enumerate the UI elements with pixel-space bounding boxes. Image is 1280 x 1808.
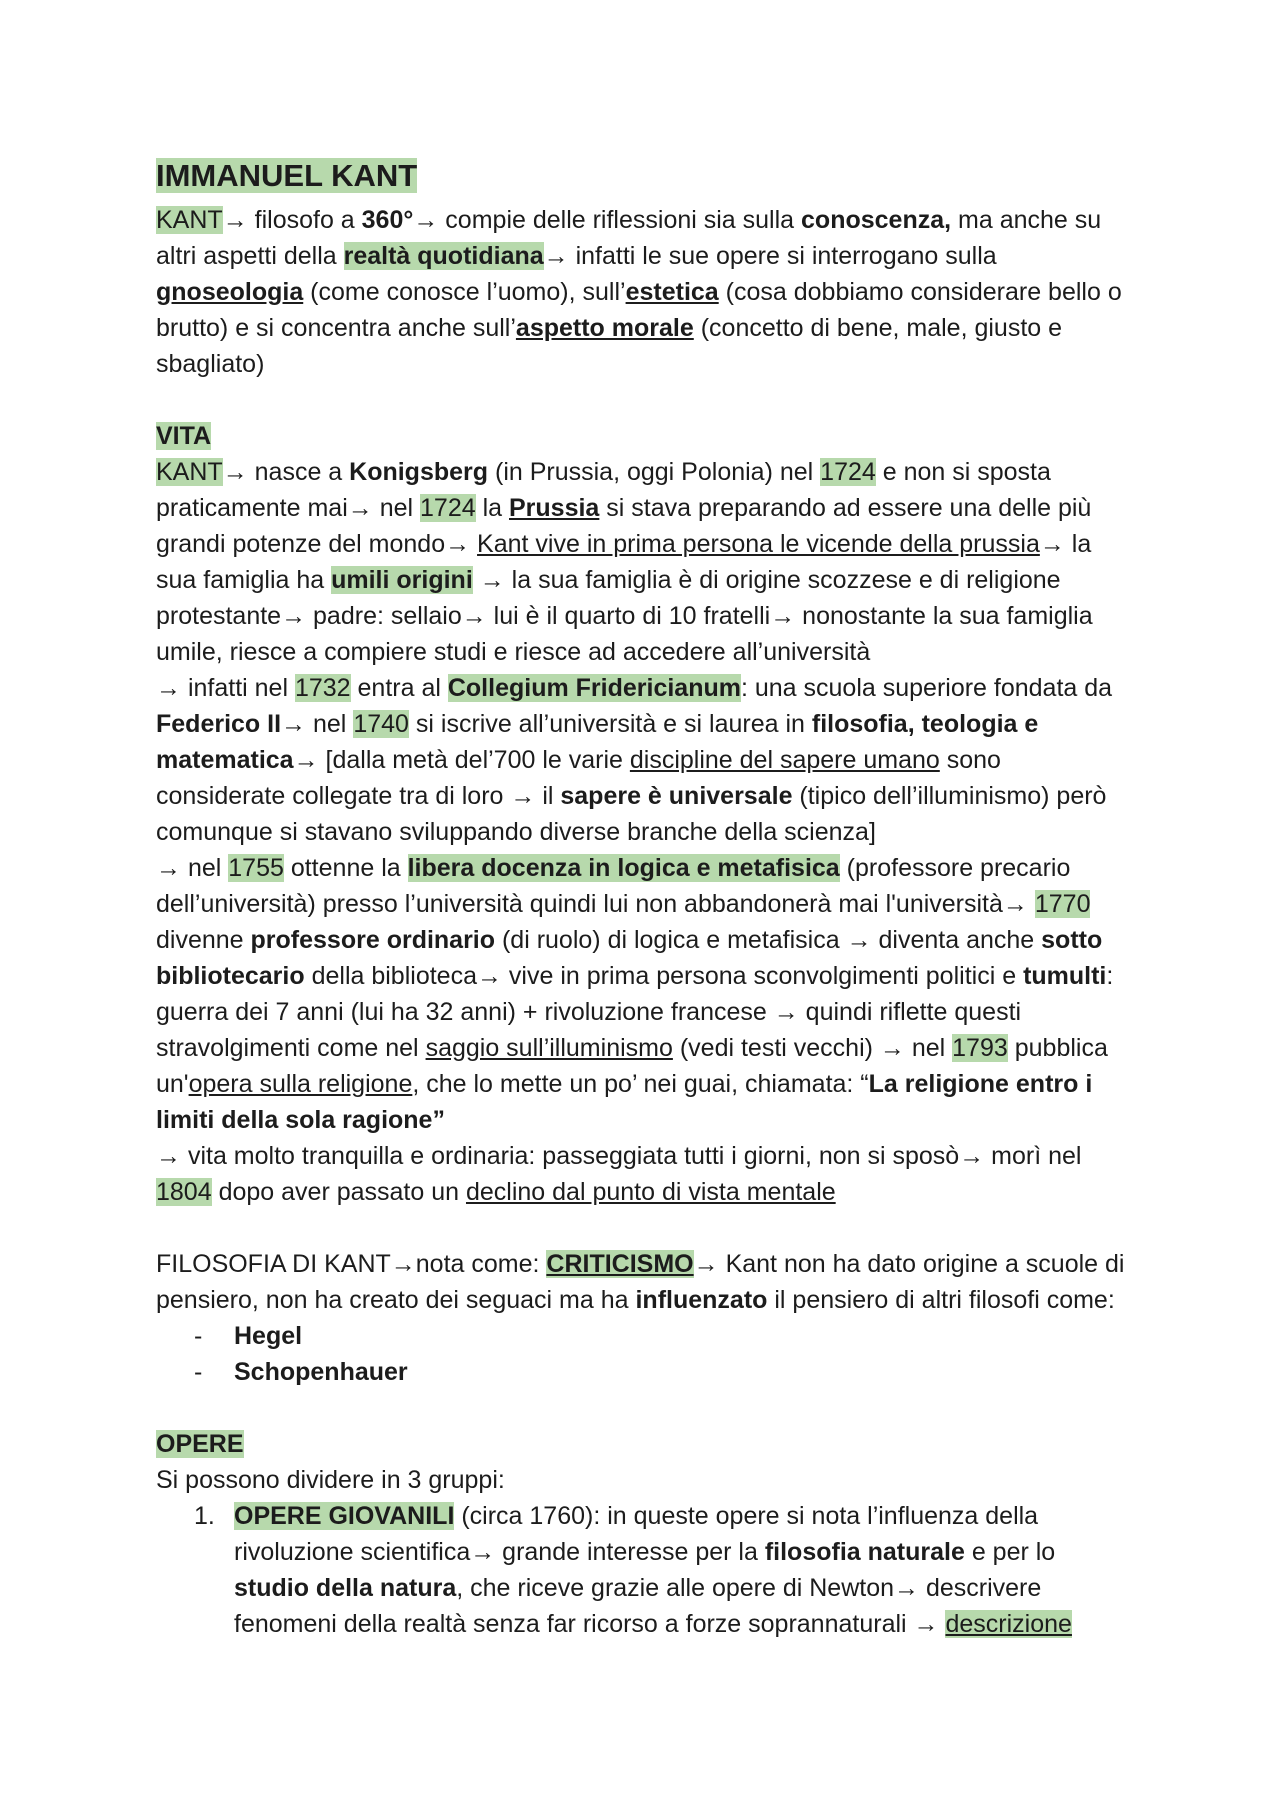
spacer — [156, 1390, 1136, 1426]
styled-text-run: saggio sull’illuminismo — [425, 1034, 673, 1062]
styled-text-run: 1724 — [420, 494, 476, 522]
spacer — [156, 382, 1136, 418]
text-run: : guerra dei 7 anni (lui ha 32 anni) + rivoluzione francese → quindi riflette questi stravolgimenti come nel — [156, 962, 1114, 1062]
text-run: → infatti le sue opere si interrogano sulla — [543, 242, 997, 270]
section-heading-opere: OPERE — [156, 1430, 244, 1458]
text-run: il pensiero di altri filosofi come: — [767, 1286, 1115, 1314]
styled-text-run: Collegium Fridericianum — [447, 674, 741, 702]
styled-text-run: Konigsberg — [349, 458, 489, 486]
text-run: FILOSOFIA DI KANT→nota come: — [156, 1250, 547, 1278]
styled-text-run: 1770 — [1034, 890, 1091, 918]
philosopher-name: Schopenhauer — [234, 1358, 408, 1386]
text-run: (come conosce l’uomo), sull’ — [303, 278, 626, 306]
styled-text-run: OPERE GIOVANILI — [234, 1502, 455, 1530]
text-run: , che riceve grazie alle opere di Newton→ descrivere fenomeni della realtà senza far ricorso a forze soprannaturali → — [234, 1574, 1042, 1638]
text-run: : una scuola superiore fondata da — [740, 674, 1113, 702]
styled-text-run: sotto bibliotecario — [156, 926, 1103, 990]
styled-text-run: filosofia naturale — [764, 1538, 965, 1566]
styled-text-run: studio della natura — [234, 1574, 457, 1602]
text-run: , che lo mette un po’ nei guai, chiamata: “ — [412, 1070, 869, 1098]
text-run: → Kant non ha dato origine a scuole di pensiero, non ha creato dei seguaci ma ha — [156, 1250, 1125, 1314]
text-run: e per lo — [964, 1538, 1056, 1566]
text-run: → vita molto tranquilla e ordinaria: passeggiata tutti i giorni, non si sposò→ morì nel — [156, 1142, 1082, 1170]
styled-text-run: 1724 — [820, 458, 876, 486]
text-run: → nasce a — [222, 458, 350, 486]
vita-section — [156, 454, 1136, 1210]
styled-text-run: tumulti — [1023, 962, 1107, 990]
document — [156, 154, 1136, 1642]
text-run: → filosofo a — [222, 206, 362, 234]
intro-paragraph — [156, 202, 1136, 382]
styled-text-run: opera sulla religione — [188, 1070, 413, 1098]
vita-paragraph — [156, 850, 1136, 1138]
list-number: 1. — [194, 1502, 215, 1530]
text-run: (circa 1760): in queste opere si nota l’influenza della rivoluzione scientifica→ grande interesse per la — [234, 1502, 1039, 1566]
philosopher-name: Hegel — [234, 1322, 303, 1350]
text-run: (professore precario dell’università) presso l’università quindi lui non abbandonerà mai l'università→ — [156, 854, 1071, 918]
text-run: e non si sposta praticamente mai→ nel — [156, 458, 1051, 522]
styled-text-run: conoscenza, — [801, 206, 952, 234]
list-item — [156, 1354, 1136, 1390]
text-run: la — [475, 494, 509, 522]
text-run: (vedi testi vecchi) → nel — [672, 1034, 953, 1062]
styled-text-run: 1732 — [294, 674, 351, 702]
styled-text-run: gnoseologia — [156, 278, 304, 306]
text-run: della biblioteca→ vive in prima persona sconvolgimenti politici e — [304, 962, 1024, 990]
spacer — [156, 1210, 1136, 1246]
styled-text-run: KANT — [156, 458, 223, 486]
styled-text-run: 360° — [361, 206, 414, 234]
styled-text-run: professore ordinario — [250, 926, 496, 954]
document-title: IMMANUEL KANT — [156, 158, 418, 193]
text-run: → compie delle riflessioni sia sulla — [413, 206, 802, 234]
text-run: (concetto di bene, male, giusto e sbagliato) — [156, 314, 1063, 378]
styled-text-run: Federico II — [156, 710, 282, 738]
text-run: entra al — [350, 674, 448, 702]
filosofi-list — [156, 1318, 1136, 1390]
text-run: → la sua famiglia ha — [156, 530, 1092, 594]
styled-text-run: estetica — [625, 278, 719, 306]
text-run: → infatti nel — [156, 674, 295, 702]
styled-text-run: 1804 — [156, 1178, 212, 1206]
text-run: ottenne la — [283, 854, 408, 882]
list-item — [156, 1498, 1136, 1642]
vita-paragraph — [156, 1138, 1136, 1210]
styled-text-run: Kant vive in prima persona le vicende della prussia — [477, 530, 1040, 558]
text-run: divenne — [156, 926, 251, 954]
styled-text-run: 1740 — [353, 710, 409, 738]
styled-text-run: descrizione — [945, 1610, 1072, 1638]
list-item — [156, 1318, 1136, 1354]
text-run: → nel — [281, 710, 354, 738]
opere-list — [156, 1498, 1136, 1642]
styled-text-run: Prussia — [509, 494, 600, 522]
list-bullet: - — [194, 1358, 203, 1386]
vita-paragraph — [156, 454, 1136, 670]
text-run: si iscrive all’università e si laurea in — [408, 710, 812, 738]
styled-text-run: La religione entro i limiti della sola ragione” — [156, 1070, 1093, 1134]
text-run: (cosa dobbiamo considerare bello o brutto) e si concentra anche sull’ — [156, 278, 1122, 342]
text-run: → la sua famiglia è di origine scozzese e di religione protestante→ padre: sellaio→ lui è il quarto di 10 fratelli→ nonostante la sua famiglia umile, riesce a compiere studi e riesce ad accedere all’università — [156, 566, 1093, 666]
styled-text-run: discipline del sapere umano — [629, 746, 940, 774]
styled-text-run: libera docenza in logica e metafisica — [407, 854, 840, 882]
styled-text-run: KANT — [156, 206, 223, 234]
styled-text-run: 1793 — [952, 1034, 1008, 1062]
list-bullet: - — [194, 1322, 203, 1350]
styled-text-run: declino dal punto di vista mentale — [465, 1178, 836, 1206]
styled-text-run: umili origini — [331, 566, 473, 594]
styled-text-run: influenzato — [635, 1286, 768, 1314]
text-run: ma anche su altri aspetti della — [156, 206, 1102, 270]
text-run: (in Prussia, oggi Polonia) nel — [488, 458, 821, 486]
text-run: → nel — [156, 854, 229, 882]
text-run: (tipico dell’illuminismo) però comunque si stavano sviluppando diverse branche della scienza] — [156, 782, 1107, 846]
text-run: pubblica un' — [156, 1034, 1108, 1098]
opere-intro: Si possono dividere in 3 gruppi: — [156, 1466, 505, 1494]
opere-item-text — [234, 1502, 1072, 1638]
styled-text-run: filosofia, teologia e matematica — [156, 710, 1039, 774]
styled-text-run: realtà quotidiana — [343, 242, 544, 270]
section-heading-vita: VITA — [156, 422, 212, 450]
text-run: sono considerate collegate tra di loro → il — [156, 746, 1001, 810]
text-run: (di ruolo) di logica e metafisica → diventa anche — [495, 926, 1042, 954]
styled-text-run: aspetto morale — [515, 314, 694, 342]
text-run: si stava preparando ad essere una delle più grandi potenze del mondo→ — [156, 494, 1092, 558]
filosofia-paragraph — [156, 1246, 1136, 1318]
text-run: → [dalla metà del’700 le varie — [293, 746, 630, 774]
styled-text-run: 1755 — [228, 854, 284, 882]
text-run: dopo aver passato un — [211, 1178, 466, 1206]
styled-text-run: sapere è universale — [560, 782, 793, 810]
vita-paragraph — [156, 670, 1136, 850]
styled-text-run: CRITICISMO — [546, 1250, 694, 1278]
